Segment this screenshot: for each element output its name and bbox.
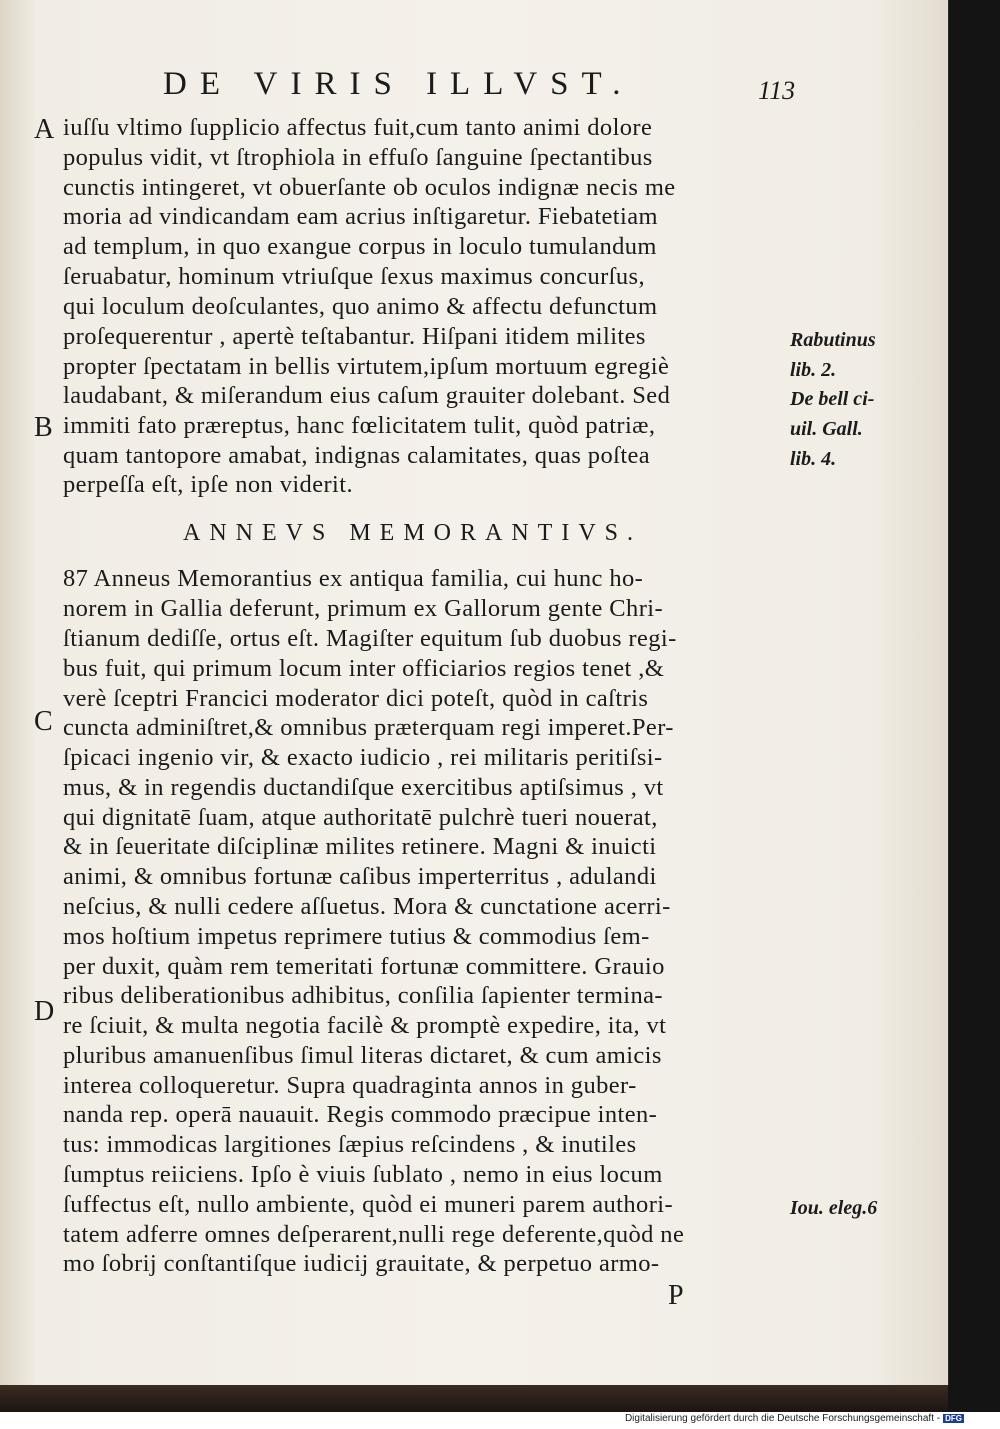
- margin-note: lib. 2.: [790, 359, 837, 381]
- dfg-logo: DFG: [945, 1413, 962, 1423]
- footer-credit: [625, 1413, 964, 1424]
- text-line: ſtianum dediſſe, ortus eſt. Magiſter equitum ſub duobus regi-: [63, 625, 677, 652]
- text-line: nanda rep. operā nauauit. Regis commodo præcipue inten-: [63, 1101, 658, 1128]
- page-number: 113: [758, 76, 796, 105]
- section-letter-c: C: [34, 706, 53, 737]
- section-letter-b: B: [34, 412, 53, 443]
- margin-note: uil. Gall.: [790, 418, 863, 440]
- text-line: ſumptus reiiciens. Ipſo è viuis ſublato , nemo in eius locum: [63, 1161, 663, 1188]
- text-line: per duxit, quàm rem temeritati fortunæ committere. Grauio: [63, 953, 665, 980]
- text-line: bus fuit, qui primum locum inter officiarios regios tenet ,&: [63, 655, 665, 682]
- signature-mark: P: [668, 1280, 684, 1311]
- text-line: pluribus amanuenſibus ſimul literas dictaret, & cum amicis: [63, 1042, 662, 1069]
- text-line: laudabant, & miſerandum eius caſum grauiter dolebant. Sed: [63, 382, 671, 409]
- text-line: moria ad vindicandam eam acrius inſtigaretur. Fiebatetiam: [63, 203, 658, 230]
- text-line: perpeſſa eſt, ipſe non viderit.: [63, 471, 353, 498]
- section-heading: ANNEVS MEMORANTIVS.: [183, 520, 643, 546]
- text-line: tatem adferre omnes deſperarent,nulli rege deferente,quòd ne: [63, 1221, 685, 1248]
- text-line: quam tantopore amabat, indignas calamitates, quas poſtea: [63, 442, 651, 469]
- text-line: populus vidit, vt ſtrophiola in effuſo ſanguine ſpectantibus: [63, 144, 653, 171]
- text-line: re ſciuit, & multa negotia facilè & promptè expedire, ita, vt: [63, 1012, 667, 1039]
- text-line: mus, & in regendis ductandiſque exercitibus aptiſsimus , vt: [63, 774, 664, 801]
- section-letter-a: A: [34, 114, 55, 145]
- text-line: cuncta adminiſtret,& omnibus præterquam regi imperet.Per-: [63, 714, 674, 741]
- text-line: neſcius, & nulli cedere aſſuetus. Mora & cunctatione acerri-: [63, 893, 671, 920]
- margin-note: lib. 4.: [790, 448, 837, 470]
- running-title: DE VIRIS ILLVST.: [163, 66, 634, 102]
- text-line: tus: immodicas largitiones ſæpius reſcindens , & inutiles: [63, 1131, 637, 1158]
- text-line: norem in Gallia deferunt, primum ex Gallorum gente Chri-: [63, 595, 664, 622]
- text-line: proſequerentur , apertè teſtabantur. Hiſpani itidem milites: [63, 323, 646, 350]
- text-line: ribus deliberationibus adhibitus, conſilia ſapienter termina-: [63, 982, 663, 1009]
- text-line: iuſſu vltimo ſupplicio affectus fuit,cum tanto animi dolore: [63, 114, 653, 141]
- margin-note: Iou. eleg.6: [790, 1197, 878, 1219]
- book-edge: [0, 1385, 948, 1412]
- section-letter-d: D: [34, 996, 55, 1027]
- footer-text: Digitalisierung gefördert durch die Deutsche Forschungsgemeinschaft -: [624, 1413, 941, 1424]
- text-line: & in ſeueritate diſciplinæ milites retinere. Magni & inuicti: [63, 833, 657, 860]
- text-line: interea colloqueretur. Supra quadraginta annos in guber-: [63, 1072, 637, 1099]
- text-line: qui dignitatē ſuam, atque authoritatē pulchrè tueri nouerat,: [63, 804, 658, 831]
- text-line: mo ſobrij conſtantiſque iudicij grauitate, & perpetuo armo-: [63, 1250, 660, 1277]
- text-line: ad templum, in quo exangue corpus in loculo tumulandum: [63, 233, 657, 260]
- text-line: 87 Anneus Memorantius ex antiqua familia, cui hunc ho-: [63, 565, 644, 592]
- margin-note: De bell ci-: [790, 388, 875, 410]
- text-line: verè ſceptri Francici moderator dici poteſt, quòd in caſtris: [63, 685, 649, 712]
- text-line: animi, & omnibus fortunæ caſibus imperterritus , adulandi: [63, 863, 657, 890]
- margin-note: Rabutinus: [790, 329, 876, 351]
- text-line: immiti fato præreptus, hanc fœlicitatem tulit, quòd patriæ,: [63, 412, 656, 439]
- text-line: ſeruabatur, hominum vtriuſque ſexus maximus concurſus,: [63, 263, 645, 290]
- text-line: mos hoſtium impetus reprimere tutius & commodius ſem-: [63, 923, 650, 950]
- text-line: ſuffectus eſt, nullo ambiente, quòd ei muneri parem authori-: [63, 1191, 674, 1218]
- text-line: propter ſpectatam in bellis virtutem,ipſum mortuum egregiè: [63, 353, 670, 380]
- text-line: ſpicaci ingenio vir, & exacto iudicio , rei militaris peritiſsi-: [63, 744, 663, 771]
- text-line: qui loculum deoſculantes, quo animo & affectu defunctum: [63, 293, 658, 320]
- text-line: cunctis intingeret, vt obuerſante ob oculos indignæ necis me: [63, 174, 676, 201]
